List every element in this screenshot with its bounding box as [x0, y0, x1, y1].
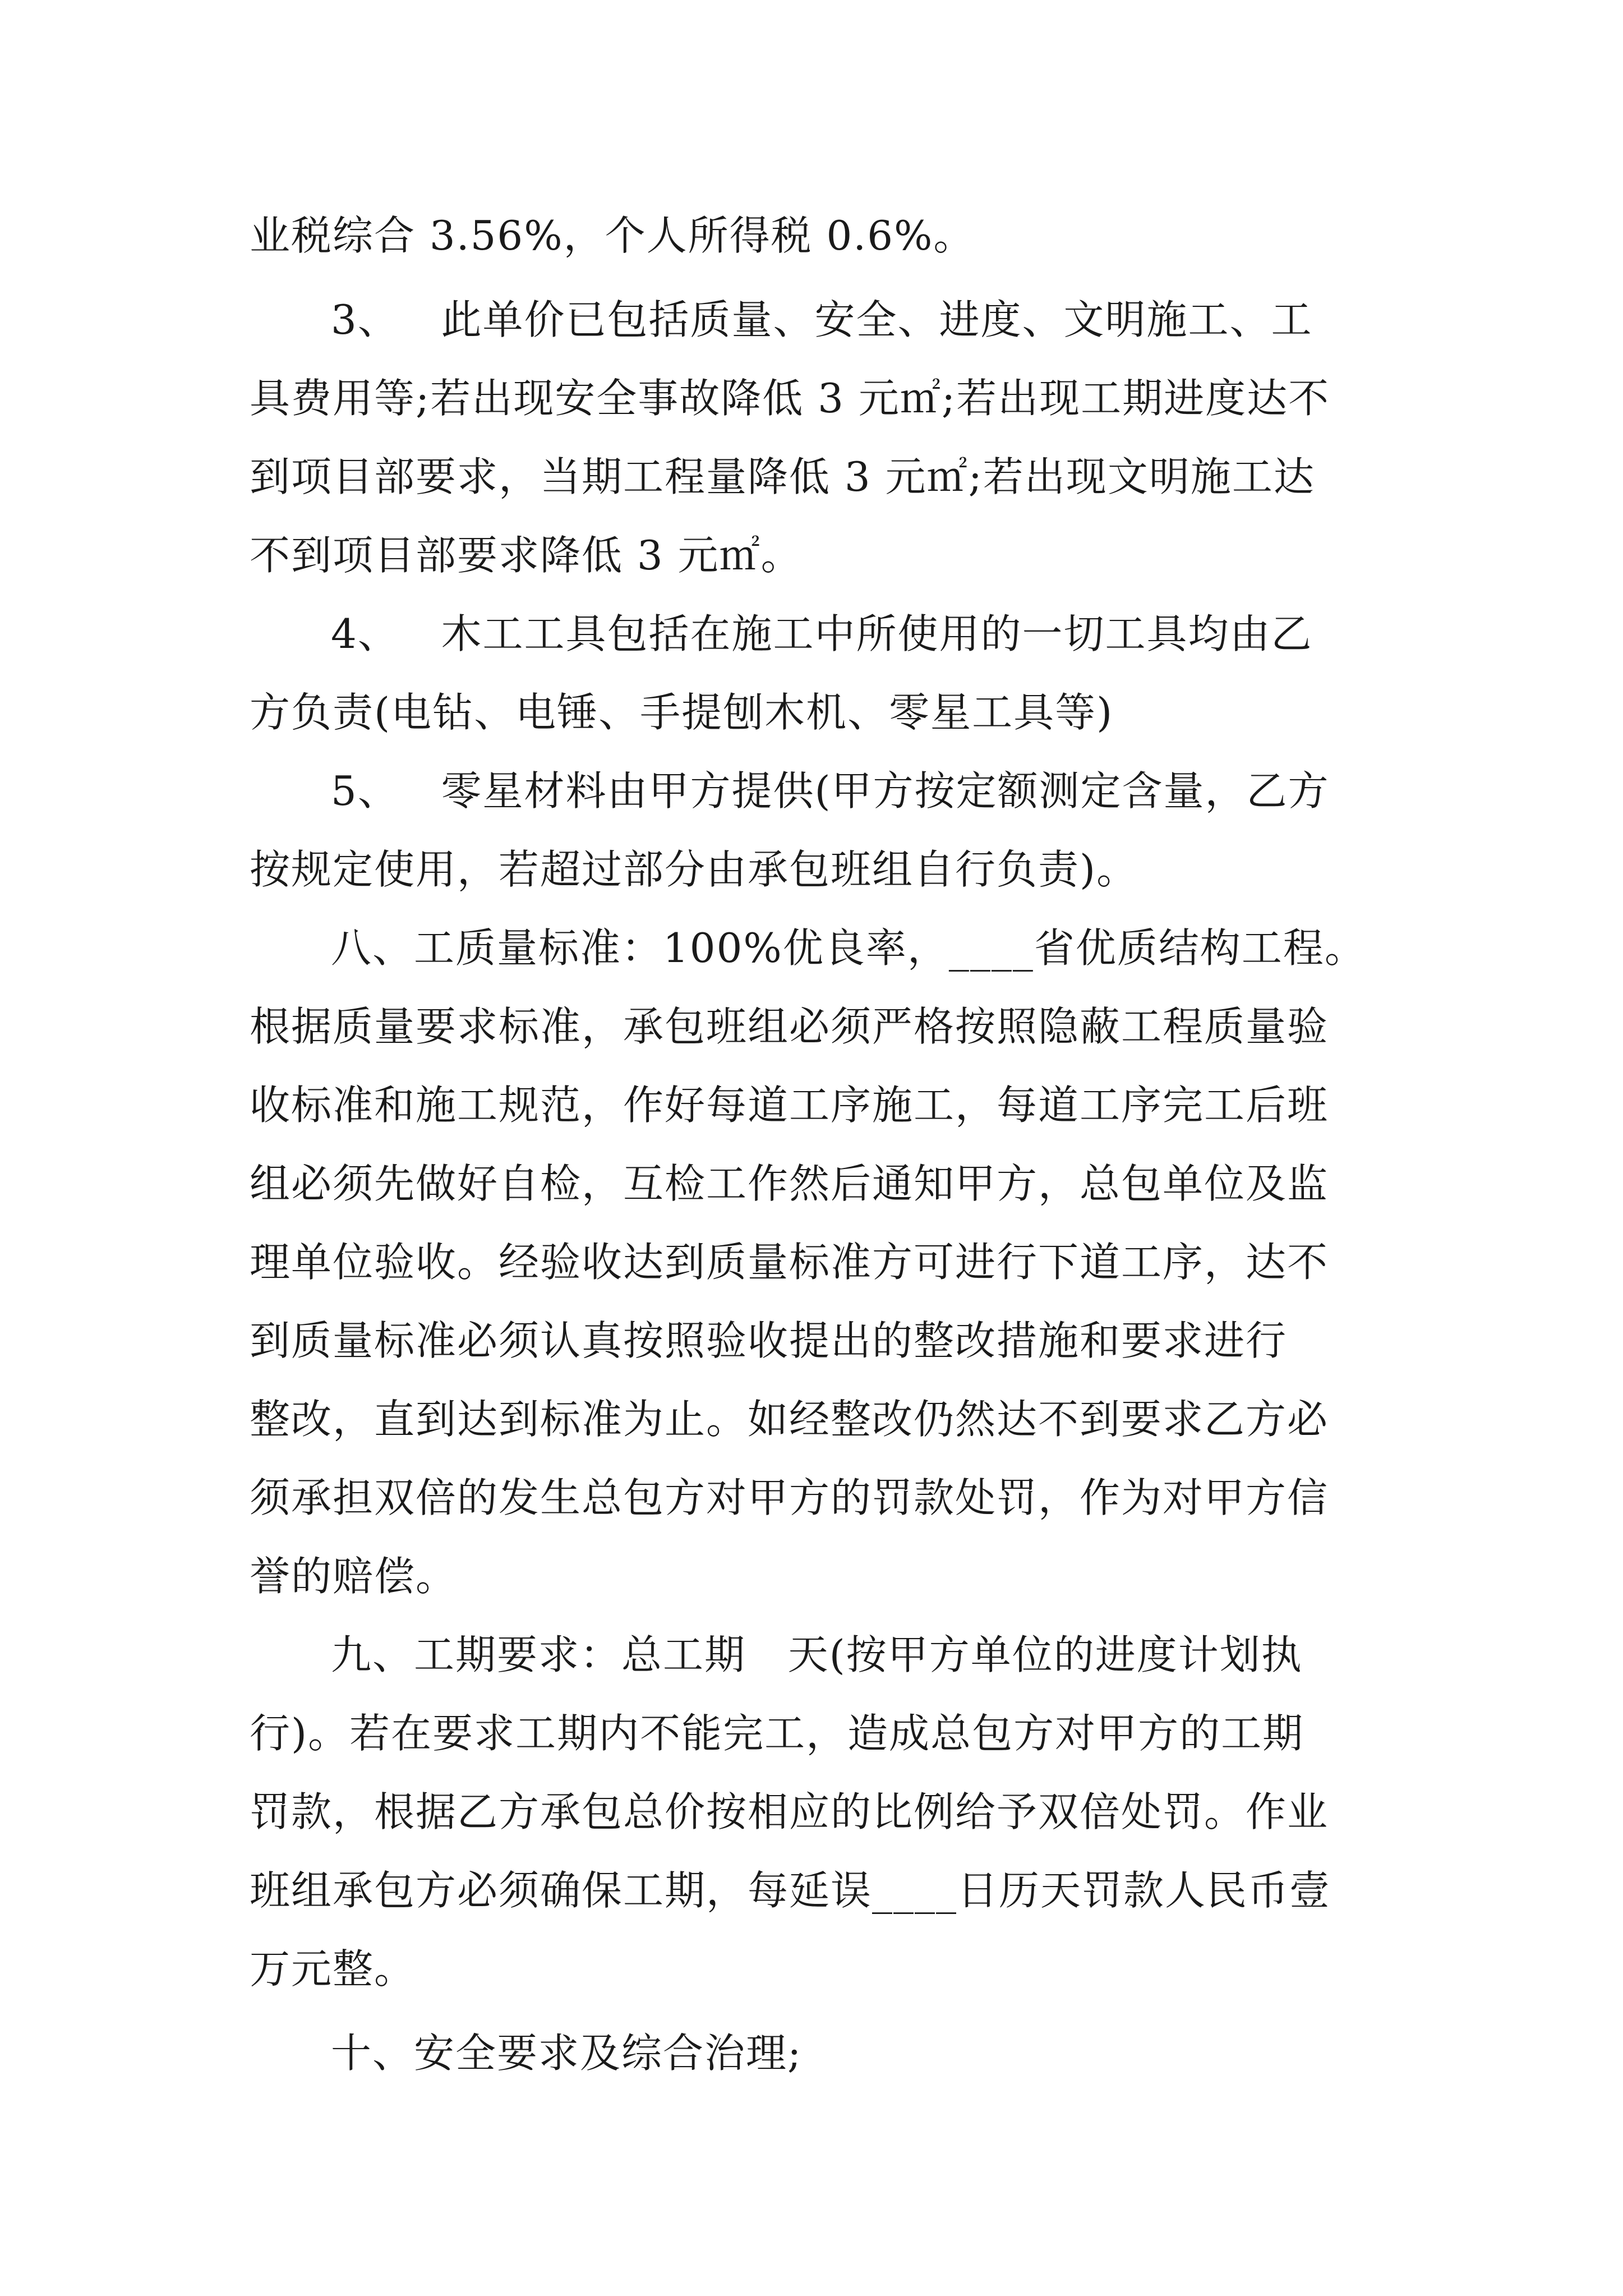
- text-line: 到项目部要求，当期工程量降低 3 元㎡;若出现文明施工达: [250, 453, 1315, 500]
- paragraph-start: 4、 木工工具包括在施工中所使用的一切工具均由乙: [331, 610, 1313, 657]
- text-line: 不到项目部要求降低 3 元㎡。: [250, 532, 803, 579]
- text-line: 罚款，根据乙方承包总价按相应的比例给予双倍处罚。作业: [250, 1788, 1329, 1835]
- text-line: 行)。若在要求工期内不能完工，造成总包方对甲方的工期: [250, 1710, 1304, 1757]
- paragraph-start: 3、 此单价已包括质量、安全、进度、文明施工、工: [331, 296, 1313, 343]
- text-line: 组必须先做好自检，互检工作然后通知甲方，总包单位及监: [250, 1160, 1329, 1207]
- text-line: 方负责(电钻、电锤、手提刨木机、零星工具等): [250, 689, 1114, 736]
- text-line: 根据质量要求标准，承包班组必须严格按照隐蔽工程质量验: [250, 1003, 1329, 1050]
- text-line: 按规定使用，若超过部分由承包班组自行负责)。: [250, 846, 1138, 893]
- text-line: 到质量标准必须认真按照验收提出的整改措施和要求进行: [250, 1317, 1288, 1364]
- text-line: 须承担双倍的发生总包方对甲方的罚款处罚，作为对甲方信: [250, 1474, 1329, 1521]
- text-line: 整改，直到达到标准为止。如经整改仍然达不到要求乙方必: [250, 1396, 1329, 1443]
- text-line: 理单位验收。经验收达到质量标准方可进行下道工序，达不: [250, 1239, 1329, 1286]
- text-line: 万元整。: [250, 1945, 416, 1993]
- paragraph-start: 5、 零星材料由甲方提供(甲方按定额测定含量，乙方: [331, 767, 1330, 815]
- text-line: 班组承包方必须确保工期，每延误____日历天罚款人民币壹: [250, 1867, 1331, 1914]
- section-heading-8: 八、工质量标准：100%优良率，____省优质结构工程。: [331, 924, 1366, 972]
- text-line: 收标准和施工规范，作好每道工序施工，每道工序完工后班: [250, 1082, 1329, 1129]
- text-line: 业税综合 3.56%，个人所得税 0.6%。: [250, 212, 975, 259]
- section-heading-10: 十、安全要求及综合治理;: [331, 2030, 803, 2077]
- text-line: 誉的赔偿。: [250, 1553, 458, 1600]
- text-line: 具费用等;若出现安全事故降低 3 元㎡;若出现工期进度达不: [250, 375, 1330, 422]
- section-heading-9: 九、工期要求：总工期 天(按甲方单位的进度计划执: [331, 1631, 1303, 1678]
